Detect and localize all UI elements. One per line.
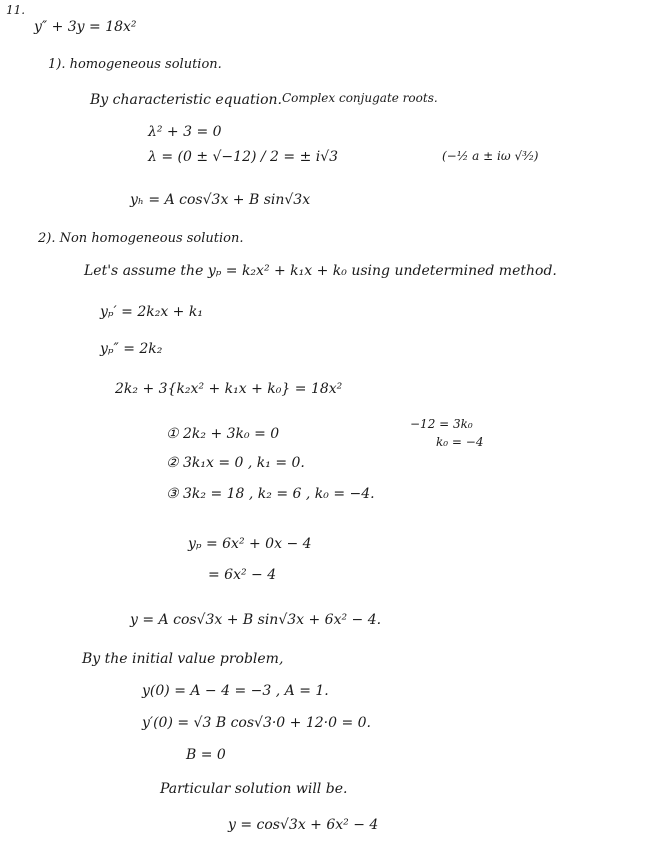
homogeneous-solution: yₕ = A cos√3x + B sin√3x	[130, 192, 311, 208]
side-calc-1: −12 = 3k₀	[410, 417, 473, 431]
initial-condition-y: y(0) = A − 4 = −3 , A = 1.	[142, 683, 329, 699]
yp-first-derivative: yₚ′ = 2k₂x + k₁	[100, 304, 203, 320]
substitution: 2k₂ + 3{k₂x² + k₁x + k₀} = 18x²	[115, 381, 343, 397]
part1-intro: By characteristic equation.	[90, 92, 283, 108]
yp-second-derivative: yₚ″ = 2k₂	[100, 341, 163, 357]
side-calc-2: k₀ = −4	[436, 435, 484, 449]
problem-number: 11.	[6, 3, 26, 17]
general-solution: y = A cos√3x + B sin√3x + 6x² − 4.	[130, 612, 382, 628]
characteristic-equation: λ² + 3 = 0	[148, 124, 222, 140]
roots: λ = (0 ± √−12) / 2 = ± i√3	[148, 149, 339, 165]
coefficient-eq3: ③ 3k₂ = 18 , k₂ = 6 , k₀ = −4.	[166, 486, 375, 502]
assume-form: Let's assume the yₚ = k₂x² + k₁x + k₀ using undetermined method.	[84, 263, 557, 279]
particular-form: yₚ = 6x² + 0x − 4	[188, 536, 312, 552]
final-solution: y = cos√3x + 6x² − 4	[228, 817, 379, 833]
coefficient-eq2: ② 3k₁x = 0 , k₁ = 0.	[166, 455, 305, 471]
particular-simplified: = 6x² − 4	[208, 567, 277, 583]
particular-intro: Particular solution will be.	[160, 781, 348, 797]
part2-heading: 2). Non homogeneous solution.	[38, 231, 244, 246]
given-equation: y″ + 3y = 18x²	[34, 19, 137, 35]
ivp-intro: By the initial value problem,	[82, 651, 284, 667]
part1-heading: 1). homogeneous solution.	[48, 57, 222, 72]
initial-condition-yprime: y′(0) = √3 B cos√3·0 + 12·0 = 0.	[142, 715, 371, 731]
b-value: B = 0	[186, 747, 226, 763]
complex-roots-note: Complex conjugate roots.	[282, 91, 438, 105]
coefficient-eq1: ① 2k₂ + 3k₀ = 0	[166, 426, 280, 442]
roots-form-note: (−½ a ± iω √³⁄₂)	[442, 149, 539, 163]
